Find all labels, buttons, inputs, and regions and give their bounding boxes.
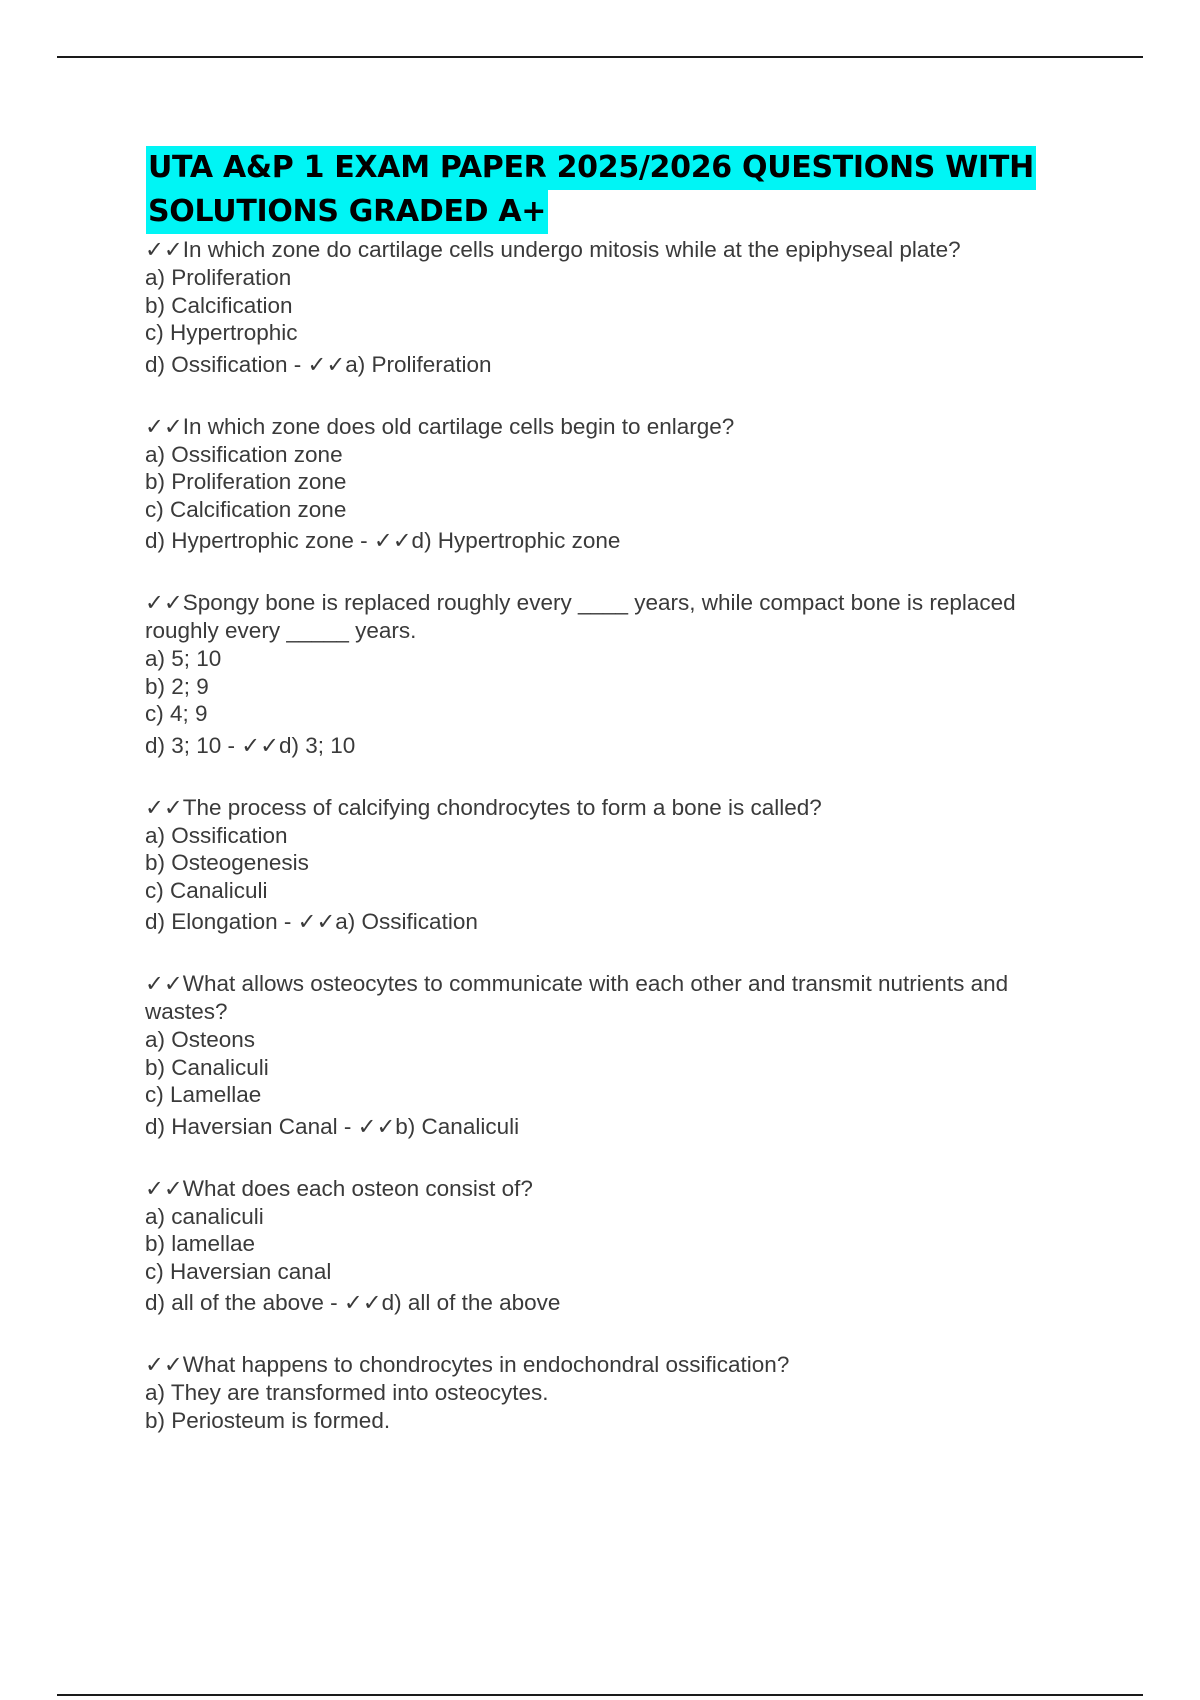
question-2 [145, 413, 1085, 557]
question-text: ✓✓What does each osteon consist of? [145, 1175, 533, 1201]
option-c: c) Haversian canal [145, 1258, 332, 1284]
bottom-rule [57, 1694, 1143, 1696]
question-text: ✓✓What happens to chondrocytes in endochondral ossification? [145, 1352, 790, 1377]
option-d-with-answer: d) Elongation - ✓✓a) Ossification [145, 909, 478, 934]
option-b: b) lamellae [145, 1231, 256, 1256]
option-b: b) Osteogenesis [145, 850, 309, 875]
option-c: c) Canaliculi [145, 877, 268, 903]
option-d-with-answer: d) Hypertrophic zone - ✓✓d) Hypertrophic zone [145, 528, 621, 553]
option-a: a) 5; 10 [145, 646, 222, 671]
document-title [146, 146, 1034, 234]
question-text: ✓✓The process of calcifying chondrocytes to form a bone is called? [145, 794, 822, 820]
question-4 [145, 794, 1085, 938]
option-c: c) Lamellae [145, 1082, 262, 1107]
option-b: b) Periosteum is formed. [145, 1407, 391, 1433]
option-b: b) Proliferation zone [145, 469, 347, 494]
option-a: a) Proliferation [145, 265, 292, 290]
title-line-2: SOLUTIONS GRADED A+ [146, 190, 548, 234]
top-rule [57, 56, 1143, 58]
question-text: ✓✓What allows osteocytes to communicate with each other and transmit nutrients and wastes? [145, 971, 1009, 1024]
question-text: ✓✓In which zone does old cartilage cells begin to enlarge? [145, 413, 735, 439]
option-c: c) Calcification zone [145, 496, 347, 522]
option-d-with-answer: d) all of the above - ✓✓d) all of the above [145, 1290, 561, 1315]
question-text: ✓✓In which zone do cartilage cells undergo mitosis while at the epiphyseal plate? [145, 237, 961, 262]
question-1 [145, 236, 1085, 380]
option-a: a) They are transformed into osteocytes. [145, 1380, 549, 1405]
option-b: b) Canaliculi [145, 1054, 269, 1080]
question-5 [145, 970, 1085, 1142]
question-7 [145, 1351, 1085, 1434]
option-d-with-answer: d) Ossification - ✓✓a) Proliferation [145, 351, 492, 377]
option-a: a) canaliculi [145, 1203, 264, 1229]
question-text: ✓✓Spongy bone is replaced roughly every ____ years, while compact bone is replaced roughly every _____ years. [145, 590, 1016, 643]
title-line-1: UTA A&P 1 EXAM PAPER 2025/2026 QUESTIONS WITH [146, 146, 1036, 190]
option-d-with-answer: d) Haversian Canal - ✓✓b) Canaliculi [145, 1113, 520, 1139]
option-c: c) 4; 9 [145, 701, 208, 726]
question-list [145, 236, 1085, 1467]
option-a: a) Ossification zone [145, 441, 343, 467]
question-6 [145, 1175, 1085, 1319]
option-a: a) Osteons [145, 1027, 256, 1052]
option-b: b) Calcification [145, 292, 293, 318]
option-b: b) 2; 9 [145, 673, 209, 699]
question-3 [145, 589, 1085, 761]
option-c: c) Hypertrophic [145, 320, 298, 345]
option-d-with-answer: d) 3; 10 - ✓✓d) 3; 10 [145, 732, 356, 758]
option-a: a) Ossification [145, 822, 288, 848]
